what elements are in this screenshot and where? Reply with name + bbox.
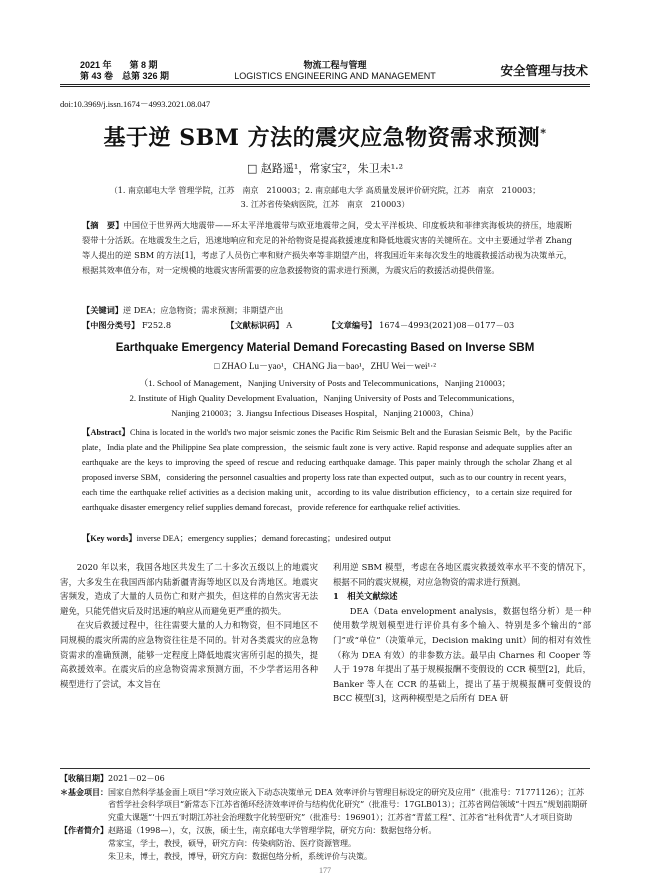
journal-name-cn: 物流工程与管理: [303, 60, 367, 70]
affiliation-cn-line2: 3. 江苏省传染病医院，江苏 南京 210003）: [240, 200, 410, 209]
abstract-cn-text: 中国位于世界两大地震带——环太平洋地震带与欧亚地震带之间，受太平洋板块、印度板块和菲律宾海板块的挤压，地震断裂带十分活跃。在地震发生之后，迅速地响应和充足的补给物资是提高救援速度和降低地震灾害的关键所在。文中主要通过学者 Zhang 等人提出的逆 SBM 的方法[1]，考虑了人员伤亡率和财产损失率等非期望产出，将我国近年来每次发生的地震救援活动视为决策单元，根据其效率值分布，对一定规模的地震灾害所需要的应急救援物资的需求进行预测，为震灾后的救援活动提供借鉴。: [82, 220, 572, 275]
abstract-cn-label: 【摘 要】: [82, 220, 124, 230]
abstract-en-label: 【Abstract】: [82, 428, 131, 437]
authors-en: □ ZHAO Lu－yao¹，CHANG Jia－bao¹，ZHU Wei－wei¹·²: [214, 361, 436, 371]
header-rule-bottom: [60, 86, 590, 87]
article-number-value: 1674－4993(2021)08－0177－03: [379, 320, 515, 330]
keywords-cn-text: 逆 DEA；应急物资；需求预测；非期望产出: [122, 305, 284, 315]
issue-info: [80, 60, 200, 82]
affiliation-cn-line1: （1. 南京邮电大学 管理学院，江苏 南京 210003；2. 南京邮电大学 高质量发展评价研究院，江苏 南京 210003；: [109, 186, 541, 195]
body-column-right: [333, 560, 591, 706]
keywords-cn: [82, 305, 572, 316]
authors-cn: □ 赵路遥¹，常家宝²，朱卫未¹·²: [246, 162, 404, 175]
journal-name-en: LOGISTICS ENGINEERING AND MANAGEMENT: [234, 71, 436, 81]
class-label: 【中图分类号】: [82, 320, 140, 330]
header-rule-top: [60, 84, 590, 85]
classification-row: [82, 320, 582, 331]
journal-name: [205, 60, 465, 82]
keywords-en-label: 【Key words】: [82, 534, 137, 543]
abstract-en-text: China is located in the world's two major seismic zones the Pacific Rim Seismic Belt and the Eurasian Seismic Belt，by the Pacific plate，India plate and the Philippine Sea plate compression，the seismic fault zone is very active. Rapid response and adequate supplies after an earthquake are the keys to improving the speed of rescue and reducing earthquake damage. This paper mainly through the scholar Zhang et al proposed inverse SBM，considering the personnel casualties and property loss rate than expected output，such as to our country in recent years，each time the earthquake relief activities as a decision making unit，according to its value distribution efficiency，to a certain size required for earthquake disaster emergency relief supplies demand forecast，provide reference for earthquake relief activities.: [82, 428, 572, 513]
affiliation-en-line2: 2. Institute of High Quality Development Evaluation，Nanjing University of Posts and Telecommunications，: [129, 393, 521, 403]
author-info-2: 常家宝，学士，教授，硕导，研究方向：传染病防治、医疗资源管理。: [108, 838, 356, 848]
paper-title-cn: [0, 121, 650, 152]
article-number-label: 【文章编号】: [327, 320, 377, 330]
received-value: 2021－02－06: [108, 774, 165, 783]
footnote-rule: [60, 768, 590, 769]
abstract-en: [82, 425, 572, 516]
body-paragraph: DEA（Data envelopment analysis，数据包络分析）是一种使用数学规划模型进行评价具有多个输入、特别是多个输出的“部门”或“单位”（决策单元，Decision making unit）间的相对有效性（称为 DEA 有效）的非参数方法。最早由 Charnes 和 Cooper 等人于 1978 年提出了基于规模报酬不变假设的 CCR 模型[2]，此后，Banker 等人在 CCR 的基础上，提出了基于规模报酬可变假设的 BCC 模型[3]，这两种模型是之后所有 DEA 研: [333, 605, 591, 704]
footnote-block: [60, 772, 590, 863]
keywords-cn-label: 【关键词】: [82, 305, 123, 315]
fund-value: 国家自然科学基金面上项目“学习效应嵌入下动态决策单元 DEA 效率评价与管理目标设定的研究及应用”（批准号：71771126）；江苏省哲学社会科学项目“新常态下江苏省循环经济效率评价与结构优化研究”（批准号：17GLB013）；江苏省网信领域“十四五”规划前期研究重大课题“‘十四五’时期江苏社会治理数字化转型研究”（批准号：196901）；江苏省“青蓝工程”、江苏省“社科优青”人才项目资助: [108, 787, 588, 822]
column-name: 安全管理与技术: [500, 64, 588, 78]
author-info-3: 朱卫未，博士，教授，博导，研究方向：数据包络分析，系统评价与决策。: [108, 851, 372, 861]
body-paragraph: 2020 年以来，我国各地区共发生了二十多次五级以上的地震灾害，大多发生在我国西部内陆新疆青海等地区以及台湾地区。地震灾害频发，造成了大量的人员伤亡和财产损失，但这样的自然灾害无法避免，只能凭借灾后及时迅速的响应从而避免更严重的损失。: [60, 562, 318, 616]
author-info: [60, 824, 590, 838]
body-paragraph: 在灾后救援过程中，往往需要大量的人力和物资，但不同地区不同规模的震灾所需的应急物资往往是不同的。针对各类震灾的应急物资需求的准确预测，能够一定程度上降低地震灾害所引起的损失，提高救援效率。在震灾后的应急物资需求预测方面，不少学者运用各种模型进行了尝试，本文旨在: [60, 620, 318, 689]
paper-title-text: 基于逆 SBM 方法的震灾应急物资需求预测: [103, 125, 541, 151]
page-number: 177: [319, 866, 331, 875]
fund-info: [60, 786, 590, 825]
body-paragraph: 利用逆 SBM 模型，考虑在各地区震灾救援效率水平不变的情况下，根据不同的震灾规模，对应急物资的需求进行预测。: [333, 562, 591, 587]
author-info-1: 赵路遥（1998—），女，汉族，硕士生，南京邮电大学管理学院，研究方向：数据包络分析。: [108, 826, 437, 836]
year-issue: 2021 年 第 8 期: [80, 60, 158, 70]
abstract-cn: [82, 218, 572, 278]
received-label: 【收稿日期】: [60, 773, 108, 783]
volume-issue: 第 43 卷 总第 326 期: [80, 71, 170, 81]
affiliation-en-line3: Nanjing 210003；3. Jiangsu Infectious Diseases Hospital，Nanjing 210003，China）: [171, 408, 479, 418]
keywords-en-text: inverse DEA；emergency supplies；demand forecasting；undesired output: [136, 534, 391, 543]
paper-title-en: Earthquake Emergency Material Demand Forecasting Based on Inverse SBM: [115, 342, 535, 354]
received-date: [60, 772, 590, 786]
author-info-label: 【作者简介】: [60, 825, 108, 836]
doi: doi:10.3969/j.issn.1674－4993.2021.08.047: [60, 99, 211, 109]
affiliation-en-line1: （1. School of Management，Nanjing University of Posts and Telecommunications，Nanjing 210003；: [139, 378, 511, 388]
doc-code-label: 【文献标识码】: [226, 320, 284, 330]
section-heading: 1 相关文献综述: [333, 591, 398, 602]
body-column-left: [60, 560, 318, 691]
fund-label: ＊基金项目：: [60, 786, 108, 797]
keywords-en: [82, 532, 572, 544]
class-value: F252.8: [141, 320, 172, 330]
title-footnote-mark: *: [540, 126, 547, 140]
doc-code-value: A: [286, 320, 293, 330]
